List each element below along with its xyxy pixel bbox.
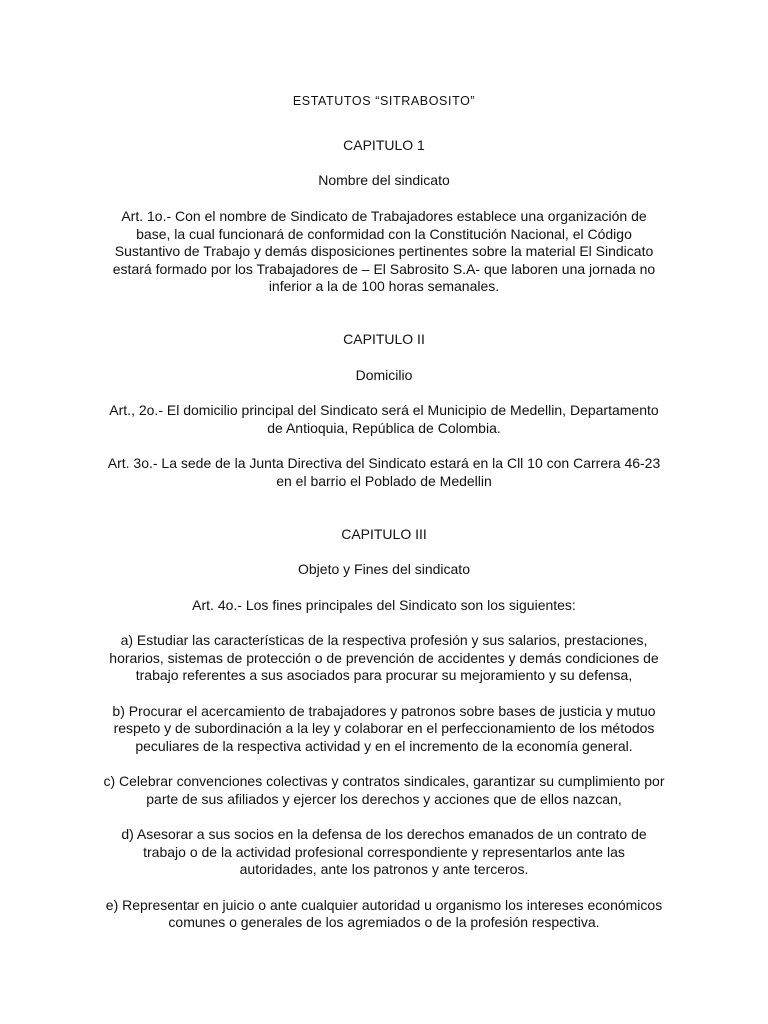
item-d-line: d) Asesorar a sus socios en la defensa de los derechos emanados de un contrato de	[121, 826, 647, 842]
art-1-line: Art. 1o.- Con el nombre de Sindicato de Trabajadores establece una organización de	[121, 208, 647, 224]
art-1-line: inferior a la de 100 horas semanales.	[268, 278, 500, 294]
item-c-line: c) Celebrar convenciones colectivas y contratos sindicales, garantizar su cumplimiento por	[103, 773, 665, 789]
item-b-line: peculiares de la respectiva actividad y en el incremento de la economía general.	[135, 738, 633, 754]
chapter-3-heading: CAPITULO III	[341, 526, 427, 542]
item-e-line: comunes o generales de los agremiados o de la profesión respectiva.	[168, 914, 600, 930]
art-2-line: Art., 2o.- El domicilio principal del Sindicato será el Municipio de Medellin, Departamento	[109, 402, 659, 418]
item-d-line: trabajo o de la actividad profesional correspondiente y representarlos ante las	[143, 844, 625, 860]
item-c-line: parte de sus afiliados y ejercer los derechos y acciones que de ellos nazcan,	[146, 791, 622, 807]
chapter-3-subheading: Objeto y Fines del sindicato	[298, 561, 470, 577]
item-a-line: horarios, sistemas de protección o de prevención de accidentes y demás condiciones de	[109, 650, 659, 666]
chapter-2-heading: CAPITULO II	[343, 331, 425, 347]
art-4-line: Art. 4o.- Los fines principales del Sindicato son los siguientes:	[192, 597, 576, 613]
item-a-line: trabajo referentes a sus asociados para procurar su mejoramiento y su defensa,	[135, 667, 633, 683]
chapter-1-subheading: Nombre del sindicato	[318, 172, 450, 188]
document-title: ESTATUTOS “SITRABOSITO”	[292, 94, 476, 108]
art-3-line: en el barrio el Poblado de Medellin	[276, 473, 492, 489]
item-a-line: a) Estudiar las características de la respectiva profesión y sus salarios, prestaciones,	[120, 632, 648, 648]
art-1-line: estará formado por los Trabajadores de – El Sabrosito S.A- que laboren una jornada no	[112, 261, 656, 277]
item-b-line: respeto y de subordinación a la ley y colaborar en el perfeccionamiento de los métodos	[113, 720, 655, 736]
item-e-line: e) Representar en juicio o ante cualquier autoridad u organismo los intereses económicos	[105, 897, 663, 913]
item-d-line: autoridades, ante los patronos y ante terceros.	[239, 861, 529, 877]
art-1-line: Sustantivo de Trabajo y demás disposiciones pertinentes sobre la material El Sindicato	[114, 243, 654, 259]
item-b-line: b) Procurar el acercamiento de trabajadores y patronos sobre bases de justicia y mutuo	[112, 703, 656, 719]
art-1-line: base, la cual funcionará de conformidad con la Constitución Nacional, el Código	[136, 226, 632, 242]
chapter-2-subheading: Domicilio	[355, 367, 413, 383]
art-3-line: Art. 3o.- La sede de la Junta Directiva del Sindicato estará en la Cll 10 con Carrera 46-23	[107, 455, 661, 471]
chapter-1-heading: CAPITULO 1	[343, 137, 425, 153]
art-2-line: de Antioquia, República de Colombia.	[267, 420, 501, 436]
